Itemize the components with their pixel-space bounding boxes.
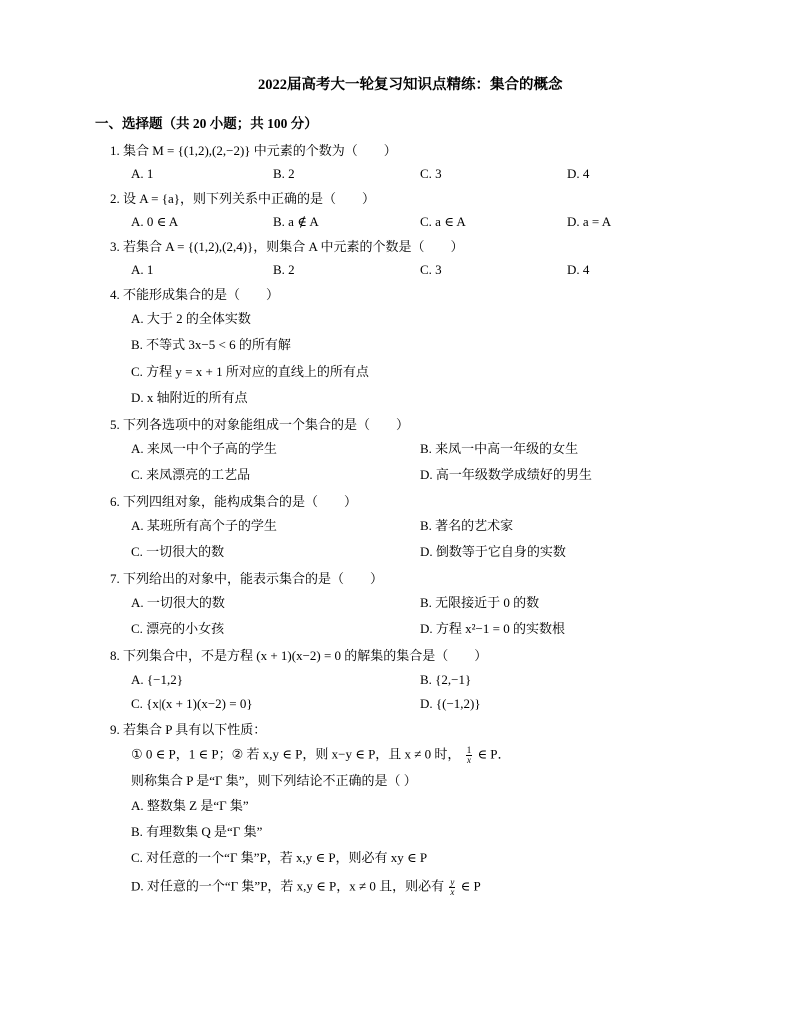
question-4-option-a: A. 大于 2 的全体实数	[131, 311, 251, 326]
question-8-option-c: C. {x|(x + 1)(x−2) = 0}	[131, 696, 253, 711]
question-9-option-a: A. 整数集 Z 是“Γ 集”	[131, 798, 249, 813]
question-6-option-d: D. 倒数等于它自身的实数	[420, 544, 566, 559]
question-7-option-b: B. 无限接近于 0 的数	[420, 595, 540, 610]
question-1-option-d: D. 4	[567, 166, 590, 181]
fraction-numerator: y	[450, 877, 455, 887]
question-9-condition-1	[131, 746, 511, 765]
question-1-stem: 1. 集合 M = {(1,2),(2,−2)} 中元素的个数为（ ）	[110, 143, 397, 158]
question-5-option-a: A. 来凤一中个子高的学生	[131, 441, 277, 456]
question-2-stem: 2. 设 A = {a}，则下列关系中正确的是（ ）	[110, 191, 376, 206]
question-4-stem: 4. 不能形成集合的是（ ）	[110, 287, 280, 302]
question-1-option-a: A. 1	[131, 166, 154, 181]
question-5-option-b: B. 来凤一中高一年级的女生	[420, 441, 579, 456]
condition-1-text: ① 0 ∈ P，1 ∈ P；② 若 x,y ∈ P，则 x−y ∈ P，且 x ≠ 0 时，	[131, 746, 461, 762]
question-6-option-c: C. 一切很大的数	[131, 544, 225, 559]
question-9-option-b: B. 有理数集 Q 是“Γ 集”	[131, 824, 263, 839]
question-5-option-c: C. 来凤漂亮的工艺品	[131, 467, 251, 482]
question-2-option-b: B. a ∉ A	[273, 214, 319, 229]
question-7-option-d: D. 方程 x²−1 = 0 的实数根	[420, 621, 565, 636]
question-2-option-a: A. 0 ∈ A	[131, 214, 179, 229]
question-7-option-a: A. 一切很大的数	[131, 595, 225, 610]
page-title: 2022届高考大一轮复习知识点精练：集合的概念	[258, 77, 563, 93]
fraction-numerator: 1	[466, 745, 472, 755]
question-2-option-d: D. a = A	[567, 214, 612, 229]
question-3-option-d: D. 4	[567, 262, 590, 277]
fraction-y-over-x	[449, 878, 455, 897]
fraction-denominator: x	[450, 887, 455, 897]
question-4-option-d: D. x 轴附近的所有点	[131, 390, 248, 405]
question-3-stem: 3. 若集合 A = {(1,2),(2,4)}，则集合 A 中元素的个数是（ ）	[110, 239, 464, 254]
question-6-option-a: A. 某班所有高个子的学生	[131, 518, 277, 533]
condition-1-tail: ∈ P．	[477, 746, 511, 762]
question-7-option-c: C. 漂亮的小女孩	[131, 621, 225, 636]
question-4-option-c: C. 方程 y = x + 1 所对应的直线上的所有点	[131, 364, 369, 379]
question-4-option-b: B. 不等式 3x−5 < 6 的所有解	[131, 337, 291, 352]
section-header: 一、选择题（共 20 小题；共 100 分）	[95, 116, 318, 131]
question-7-stem: 7. 下列给出的对象中，能表示集合的是（ ）	[110, 571, 384, 586]
question-9-condition-2: 则称集合 P 是“Γ 集”，则下列结论不正确的是（ ）	[131, 773, 417, 788]
question-1-option-b: B. 2	[273, 166, 295, 181]
question-2-option-c: C. a ∈ A	[420, 214, 466, 229]
question-6-stem: 6. 下列四组对象，能构成集合的是（ ）	[110, 494, 358, 509]
fraction-denominator: x	[466, 755, 471, 765]
question-8-option-b: B. {2,−1}	[420, 672, 472, 687]
question-5-stem: 5. 下列各选项中的对象能组成一个集合的是（ ）	[110, 417, 410, 432]
fraction-one-over-x	[466, 746, 473, 765]
question-9-option-d	[131, 878, 481, 897]
question-6-option-b: B. 著名的艺术家	[420, 518, 514, 533]
question-3-option-c: C. 3	[420, 262, 442, 277]
question-3-option-b: B. 2	[273, 262, 295, 277]
option-d-text: D. 对任意的一个“Γ 集”P，若 x,y ∈ P，x ≠ 0 且，则必有	[131, 878, 445, 894]
question-9-option-c: C. 对任意的一个“Γ 集”P，若 x,y ∈ P，则必有 xy ∈ P	[131, 850, 428, 865]
question-1-option-c: C. 3	[420, 166, 442, 181]
question-8-stem: 8. 下列集合中，不是方程 (x + 1)(x−2) = 0 的解集的集合是（ ）	[110, 648, 488, 663]
question-3-option-a: A. 1	[131, 262, 154, 277]
question-8-option-a: A. {−1,2}	[131, 672, 183, 687]
question-5-option-d: D. 高一年级数学成绩好的男生	[420, 467, 592, 482]
question-9-stem: 9. 若集合 P 具有以下性质：	[110, 722, 267, 737]
option-d-tail: ∈ P	[460, 878, 481, 894]
question-8-option-d: D. {(−1,2)}	[420, 696, 481, 711]
